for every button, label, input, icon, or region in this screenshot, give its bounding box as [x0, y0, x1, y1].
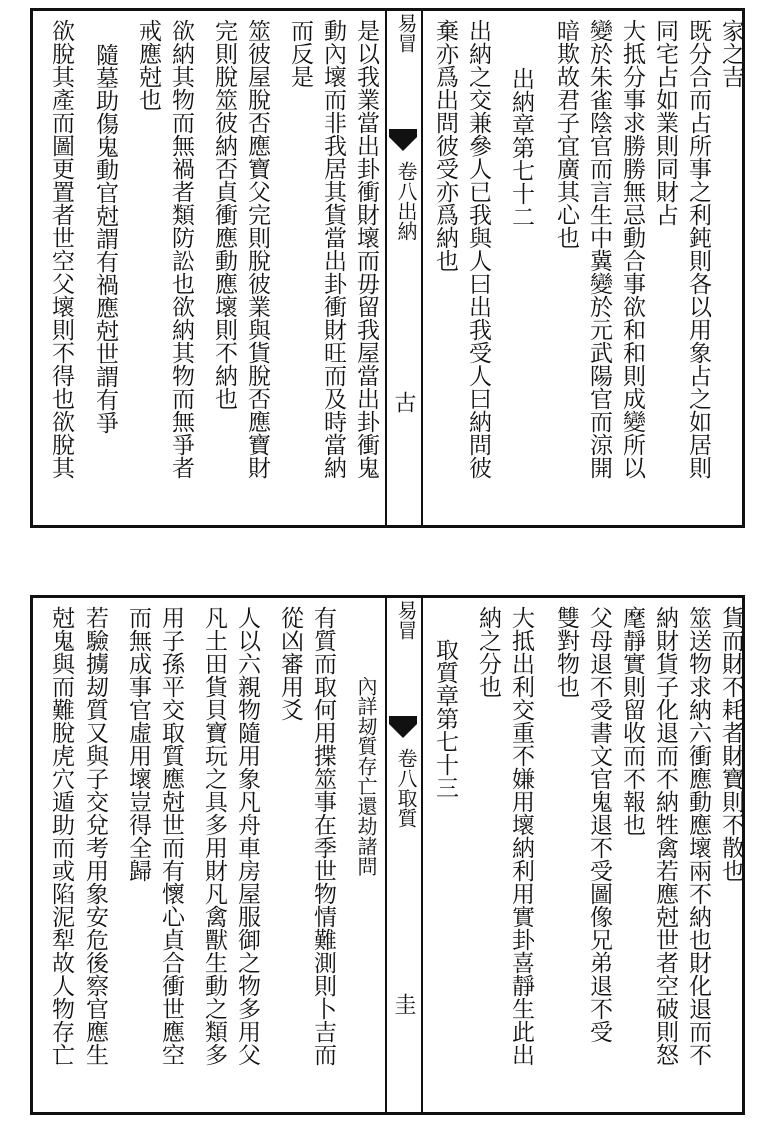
text-column: 暗欺故君子宜廣其心也 [553, 19, 579, 249]
text-column: 筮彼屋脫否應寶父完則脫彼業與貨脫否應寶財 [244, 19, 270, 479]
text-column: 變於朱雀陰官而言生中冀變於元武陽官而涼開 [586, 19, 612, 479]
text-column: 而反是 [287, 19, 313, 88]
text-column: 麾靜實則留收而不報也 [619, 606, 645, 836]
strip-chapter-title: 卷八取質 [394, 748, 418, 828]
text-column: 納財貨子化退而不納牲禽若應尅世者空破則怒 [652, 606, 678, 1066]
text-column: 大抵分事求勝勝無忌動合事欲和和則成變所以 [619, 19, 645, 479]
text-column: 動內壞而非我居其貨當出卦衝財旺而及時當納 [320, 19, 346, 479]
center-fold-strip [385, 11, 423, 525]
chapter-heading: 取質章第七十三 [432, 638, 458, 799]
text-column: 欲納其物而無禍者類防訟也欲納其物而無爭者 [168, 19, 194, 479]
text-column: 用子孫平交取質應尅世而有懷心貞合衝世應空 [158, 606, 184, 1066]
text-column: 是以我業當出卦衝財壞而毋留我屋當出卦衝鬼 [353, 19, 379, 479]
text-column: 有質而取何用揲筮事在季世物情難測則卜吉而 [310, 606, 336, 1066]
strip-book-title: 易冒 [394, 13, 418, 53]
text-column: 隨墓助傷鬼動官尅謂有禍應尅世謂有爭 [92, 43, 118, 434]
text-column: 若驗擄刼質又與子交兌考用象安危後察官應生 [82, 606, 108, 1066]
fish-tail-mark-icon [389, 129, 417, 159]
text-column: 人以六親物隨用象凡舟車房屋服御之物多用父 [234, 606, 260, 1066]
text-column: 家之吉 [718, 19, 744, 88]
strip-page-number: 圭 [391, 993, 416, 1015]
text-column: 尅鬼與而難脫虎穴遁助而或陷泥犁故人物存亡 [48, 606, 74, 1066]
text-column: 雙對物也 [553, 606, 579, 698]
chapter-heading: 出納章第七十二 [508, 67, 534, 228]
center-fold-strip [385, 598, 423, 1112]
text-column: 而無成事官虛用壞豈得全歸 [125, 606, 151, 882]
lower-leaf [30, 595, 745, 1115]
strip-chapter-title: 卷八出納 [394, 161, 418, 241]
upper-leaf [30, 8, 745, 528]
text-column: 筮送物求納六衝應動應壞兩不納也財化退而不 [685, 606, 711, 1066]
text-column: 戒應尅也 [135, 19, 161, 111]
text-column: 從凶審用爻 [277, 606, 303, 721]
text-column: 既分合而占所事之利鈍則各以用象占之如居則 [685, 19, 711, 479]
text-column: 凡土田貨貝寶玩之具多用財凡禽獸生動之類多 [201, 606, 227, 1066]
text-column: 欲脫其產而圖更置者世空父壞則不得也欲脫其 [48, 19, 74, 479]
strip-book-title: 易冒 [394, 600, 418, 640]
text-column: 完則脫筮彼納否貞衝應動應壞則不納也 [211, 19, 237, 410]
text-column: 父母退不受書文官鬼退不受圖像兄弟退不受 [586, 606, 612, 1043]
strip-page-number: 古 [391, 391, 416, 413]
text-column: 出納之交兼參人已我與人曰出我受人曰納問彼 [465, 19, 491, 479]
fish-tail-mark-icon [389, 716, 417, 746]
text-column: 同宅占如業則同財占 [652, 19, 678, 226]
text-column: 大抵出利交重不嫌用壞納利用實卦喜靜生此出 [508, 606, 534, 1066]
text-column: 納之分也 [475, 606, 501, 698]
text-column: 貨而財不耗者財寶則不散也 [718, 606, 744, 882]
text-column: 棄亦爲出問彼受亦爲納也 [432, 19, 458, 272]
chapter-subheading: 內詳刼質存亡還劫諸問 [354, 676, 378, 876]
